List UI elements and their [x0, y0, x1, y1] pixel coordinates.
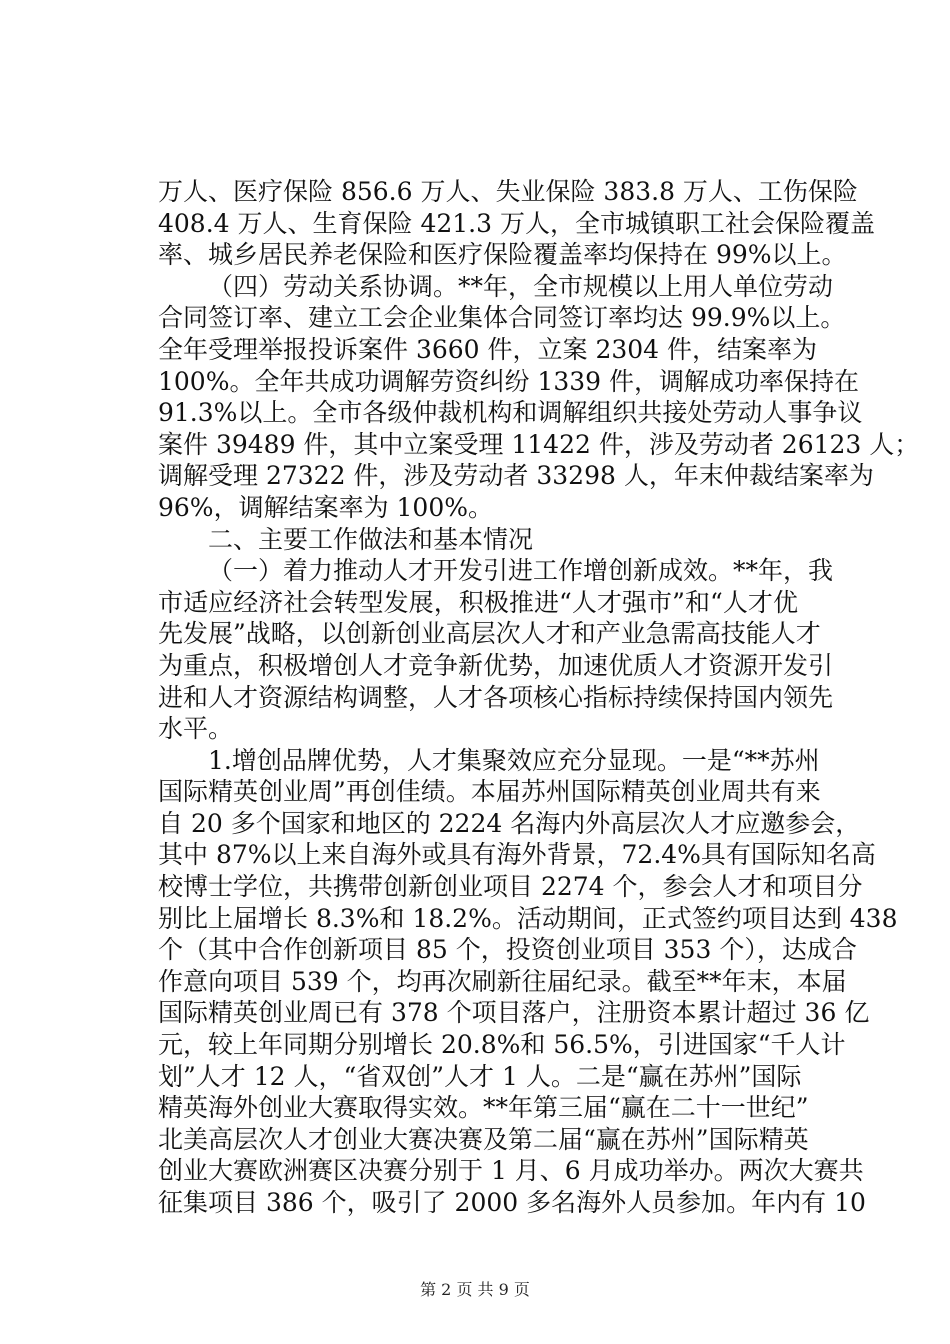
page-number-footer: 第 2 页 共 9 页 [420, 1280, 530, 1299]
text-line: 划”人才 12 人，“省双创”人才 1 人。二是“赢在苏州”国际 [158, 1061, 802, 1091]
text-line: 国际精英创业周”再创佳绩。本届苏州国际精英创业周共有来 [158, 777, 821, 807]
text-line: 北美高层次人才创业大赛决赛及第二届“赢在苏州”国际精英 [158, 1124, 809, 1154]
text-line: 案件 39489 件，其中立案受理 11422 件，涉及劳动者 26123 人； [158, 429, 920, 459]
text-line: 精英海外创业大赛取得实效。**年第三届“赢在二十一世纪” [158, 1093, 809, 1123]
text-line: 全年受理举报投诉案件 3660 件，立案 2304 件，结案率为 [158, 334, 818, 364]
text-line: 二、主要工作做法和基本情况 [208, 524, 534, 554]
text-line: 100%。全年共成功调解劳资纠纷 1339 件，调解成功率保持在 [158, 366, 859, 396]
text-line: （一）着力推动人才开发引进工作增创新成效。**年，我 [208, 556, 834, 586]
text-line: 调解受理 27322 件，涉及劳动者 33298 人，年末仲裁结案率为 [158, 461, 874, 491]
document-body [158, 176, 920, 1219]
text-line: 91.3%以上。全市各级仲裁机构和调解组织共接处劳动人事争议 [158, 398, 863, 428]
text-line: 1.增创品牌优势，人才集聚效应充分显现。一是“**苏州 [208, 745, 820, 775]
text-line: 合同签订率、建立工会企业集体合同签订率均达 99.9%以上。 [158, 303, 846, 333]
text-line: （四）劳动关系协调。**年，全市规模以上用人单位劳动 [208, 271, 834, 301]
text-line: 元，较上年同期分别增长 20.8%和 56.5%，引进国家“千人计 [158, 1030, 846, 1060]
text-line: 自 20 多个国家和地区的 2224 名海内外高层次人才应邀参会， [158, 808, 861, 838]
text-line: 408.4 万人、生育保险 421.3 万人，全市城镇职工社会保险覆盖 [158, 208, 875, 238]
text-line: 别比上届增长 8.3%和 18.2%。活动期间，正式签约项目达到 438 [158, 903, 898, 933]
text-line: 水平。 [158, 714, 234, 744]
text-line: 进和人才资源结构调整，人才各项核心指标持续保持国内领先 [158, 682, 834, 712]
text-line: 校博士学位，共携带创新创业项目 2274 个，参会人才和项目分 [158, 872, 863, 902]
text-line: 其中 87%以上来自海外或具有海外背景，72.4%具有国际知名高 [158, 840, 876, 870]
text-line: 创业大赛欧洲赛区决赛分别于 1 月、6 月成功举办。两次大赛共 [158, 1156, 864, 1186]
text-line: 国际精英创业周已有 378 个项目落户，注册资本累计超过 36 亿 [158, 998, 870, 1028]
text-line: 个（其中合作创新项目 85 个，投资创业项目 353 个），达成合 [158, 935, 857, 965]
text-line: 征集项目 386 个，吸引了 2000 多名海外人员参加。年内有 10 [158, 1188, 866, 1217]
text-line: 96%，调解结案率为 100%。 [158, 492, 493, 522]
text-line: 市适应经济社会转型发展，积极推进“人才强市”和“人才优 [158, 587, 798, 617]
text-line: 率、城乡居民养老保险和医疗保险覆盖率均保持在 99%以上。 [158, 240, 847, 270]
text-line: 作意向项目 539 个，均再次刷新往届纪录。截至**年末，本届 [158, 966, 847, 996]
text-line: 先发展”战略，以创新创业高层次人才和产业急需高技能人才 [158, 619, 821, 649]
text-line: 万人、医疗保险 856.6 万人、失业保险 383.8 万人、工伤保险 [158, 177, 858, 206]
text-line: 为重点，积极增创人才竞争新优势，加速优质人才资源开发引 [158, 650, 834, 680]
